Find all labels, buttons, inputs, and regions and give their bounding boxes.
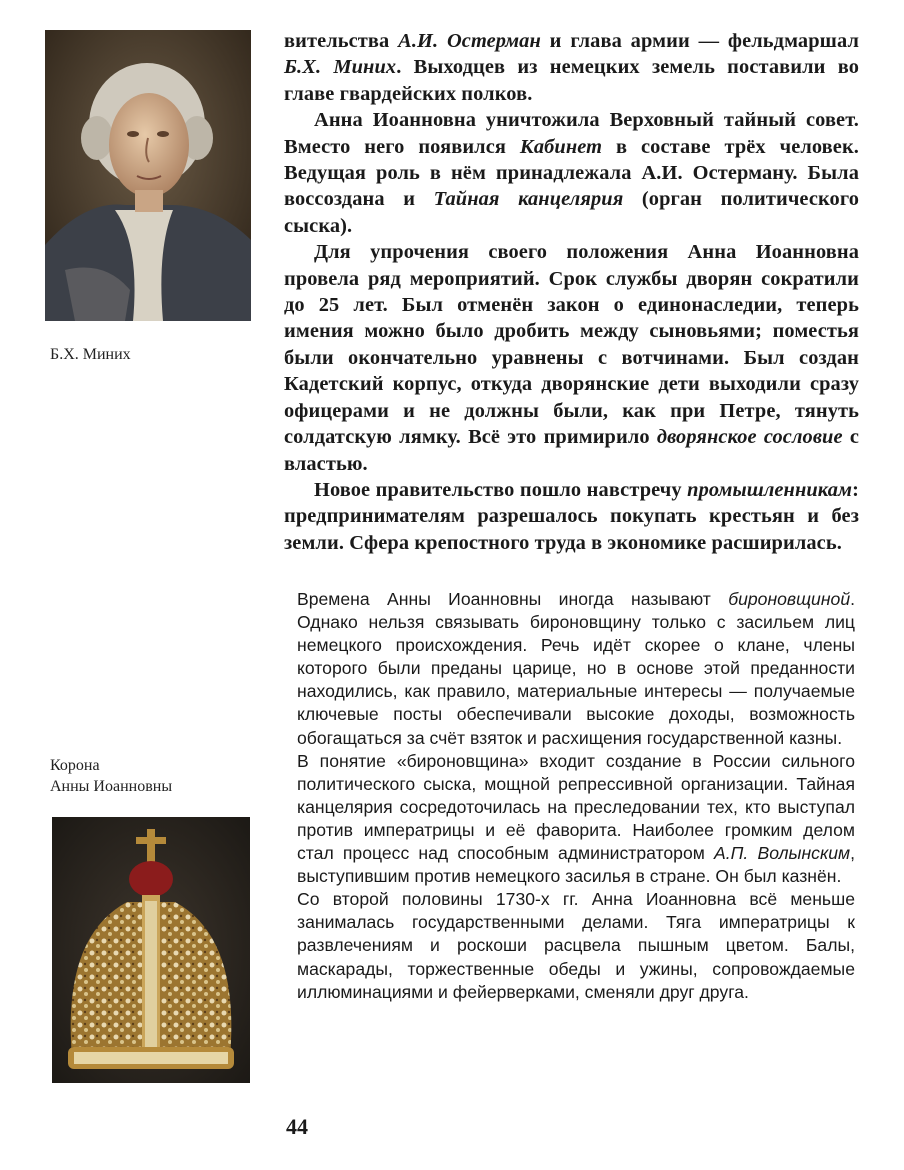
text-run: . Выходцев из немецких земель поставили во главе гвардейских полков. [284,56,859,105]
term-tainaya-kantselyariya: Тайная канцелярия [433,188,624,211]
term-promyshlenniki: промышленникам [687,478,853,501]
side-paragraph-1 [297,588,855,750]
text-run: , выступившим против немецкого засилья в стране. Он был казнён. [297,843,855,887]
name-volynsky: А.П. Волынским [714,843,851,864]
text-run: Со второй половины 1730-х гг. Анна Иоанновна всё меньше занималась государственными делами. Тяга императрицы к развлечениям и роскоши расцвела пышным цветом. Балы, маскарады, торжественные обеды и ужины, сопровождаемые иллюминациями и фейерверками, сменяли друг друга. [297,889,855,1002]
portrait-minikh-image [45,30,251,321]
name-minikh: Б.Х. Миних [284,56,397,79]
side-paragraph-3 [297,888,855,1003]
main-paragraph-3 [284,239,859,477]
crown-caption: Корона Анны Иоанновны [50,757,173,795]
text-run: Новое правительство пошло навстречу [314,478,688,501]
text-run: и глава армии — фельдмаршал [540,30,859,52]
main-text [284,28,859,556]
main-paragraph-1 [284,28,859,107]
text-run: . Однако нельзя связывать бироновщину только с засильем лиц немецкого происхождения. Речь идёт скорее о клане, члены которого были преданы царице, но в основе этой преданности находились, как правило, материальные интересы — получаемые ключевые посты обеспечивали высокие доходы, возможность обогащаться за счёт взяток и расхищения государственной казны. [297,589,855,748]
text-run: (орган политического сыска). [284,188,859,237]
text-run: В понятие «бироновщина» входит создание в России сильного политического сыска, мощной репрессивной организации. Тайная канцелярия сосредоточилась на преследовании тех, кто выступал против императрицы и её фаворита. Наиболее громким делом стал процесс над способным администратором [297,750,855,864]
text-run: с властью. [284,426,859,475]
crown-illustration [52,817,250,1083]
name-osterman: А.И. Остерман [398,30,541,52]
page-number: 44 [286,1114,308,1139]
text-run: в составе трёх человек. Ведущая роль в нём принадлежала А.И. Остерману. Была воссоздана и [284,135,859,211]
side-text [297,588,855,1004]
text-run: Времена Анны Иоанновны иногда называют [297,589,729,609]
text-run: : предпринимателям разрешалось покупать крестьян и без земли. Сфера крепостного труда в экономике расширилась. [284,478,859,554]
main-paragraph-4 [284,477,859,556]
main-paragraph-2 [284,107,859,239]
term-kabinet: Кабинет [519,135,603,158]
portrait-caption: Б.Х. Миних [50,346,131,363]
crown-anna-ioannovna-image [52,817,250,1083]
term-dvoryanskoe-soslovie: дворянское сословие [656,426,843,449]
side-paragraph-2 [297,750,855,889]
text-run: Для упрочения своего положения Анна Иоанновна провела ряд мероприятий. Срок службы дворян сократили до 25 лет. Был отменён закон о единонаследии, теперь имения можно было дробить между сыновьями; поместья были окончательно уравнены с вотчинами. Был создан Кадетский корпус, откуда дворянские дети выходили сразу офицерами и не должны были, как при Петре, тянуть солдатскую лямку. Всё это примирило [284,241,859,449]
portrait-illustration [45,30,251,321]
term-bironovshchina: бироновщиной [728,589,851,609]
text-run: вительства [284,30,399,52]
text-run: Анна Иоанновна уничтожила Верховный тайный совет. Вместо него появился [284,109,859,158]
